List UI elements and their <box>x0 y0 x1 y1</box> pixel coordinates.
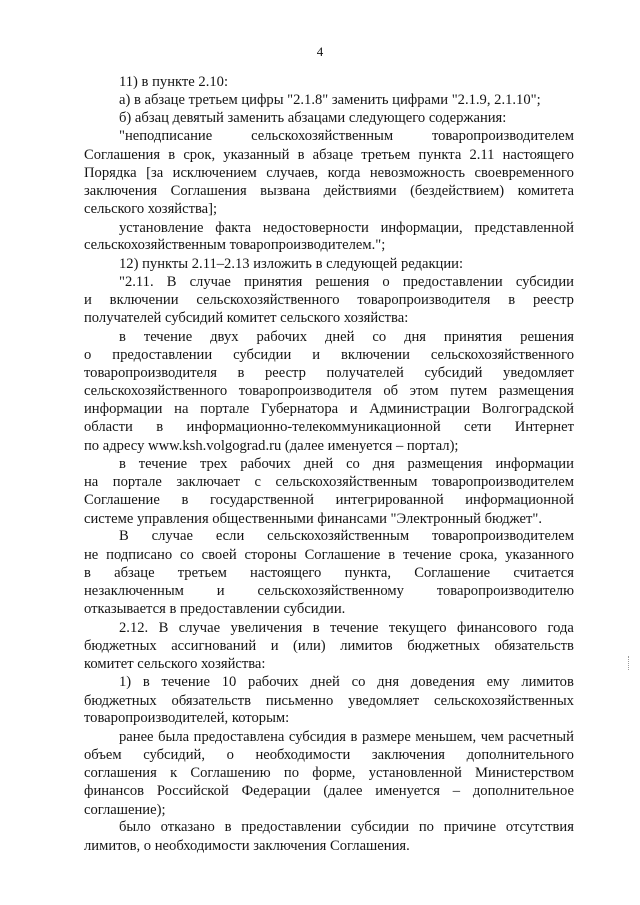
text-line: объем субсидий, о необходимости заключения дополнительного <box>84 746 574 763</box>
text-line: а) в абзаце третьем цифры "2.1.8" заменить цифрами "2.1.9, 2.1.10"; <box>119 91 541 108</box>
text-line: бюджетных ассигнований и (или) лимитов бюджетных обязательств <box>84 637 574 654</box>
text-line: отказывается в предоставлении субсидии. <box>84 601 346 618</box>
text-line: сельского хозяйства]; <box>84 200 218 217</box>
text-line: товаропроизводителя в реестр получателей субсидий уведомляет <box>84 365 574 381</box>
text-line: Порядка [за исключением случаев, когда невозможность своевременного <box>84 164 574 181</box>
text-line: сельскохозяйственным товаропроизводителем."; <box>84 237 386 254</box>
text-line: Соглашение в государственной интегрированной информационной <box>84 492 574 508</box>
text-line: в течение трех рабочих дней со дня размещения информации <box>119 455 574 472</box>
text-line: "2.11. В случае принятия решения о предоставлении субсидии <box>119 273 574 290</box>
text-line: заключения Соглашения вызвана действиями (бездействием) комитета <box>84 183 574 200</box>
text-line: бюджетных обязательств письменно уведомляет сельскохозяйственных <box>84 692 574 709</box>
text-line: соглашения к Соглашению по форме, установленной Министерством <box>84 765 574 782</box>
text-line: не подписано со своей стороны Соглашение в течение срока, указанного <box>84 547 574 563</box>
page-number: 4 <box>316 44 324 59</box>
text-line: информации на портале Губернатора и Администрации Волгоградской <box>84 401 574 418</box>
text-line: товаропроизводителей, которым: <box>84 710 290 727</box>
text-line: области в информационно-телекоммуникационной сети Интернет <box>84 419 574 436</box>
text-line: в течение двух рабочих дней со дня принятия решения <box>119 328 574 345</box>
text-line: комитет сельского хозяйства: <box>84 656 266 673</box>
text-line: и включении сельскохозяйственного товаропроизводителя в реестр <box>84 292 574 309</box>
text-line: незаключенным и сельскохозяйственному товаропроизводителю <box>84 583 574 600</box>
text-line: сельскохозяйственного товаропроизводителя об этом путем размещения <box>84 382 574 399</box>
scan-edge-mark <box>628 656 631 670</box>
text-line: получателей субсидий комитет сельского хозяйства: <box>84 310 409 327</box>
text-line: соглашение); <box>84 801 166 818</box>
text-line: в абзаце третьем настоящего пункта, Соглашение считается <box>84 564 574 581</box>
text-line: 12) пункты 2.11–2.13 изложить в следующей редакции: <box>119 255 464 272</box>
text-line: системе управления общественными финансами "Электронный бюджет". <box>84 510 542 527</box>
text-line: 1) в течение 10 рабочих дней со дня доведения ему лимитов <box>119 673 574 690</box>
text-line: Соглашения в срок, указанный в абзаце третьем пункта 2.11 настоящего <box>84 146 574 163</box>
text-line: финансов Российской Федерации (далее именуется – дополнительное <box>84 783 574 799</box>
text-line: лимитов, о необходимости заключения Соглашения. <box>84 838 410 854</box>
text-line: б) абзац девятый заменить абзацами следующего содержания: <box>119 110 507 127</box>
text-line: ранее была предоставлена субсидия в размере меньшем, чем расчетный <box>119 728 574 745</box>
text-line: 11) в пункте 2.10: <box>119 74 229 90</box>
text-line: по адресу www.ksh.volgograd.ru (далее именуется – портал); <box>84 437 459 454</box>
text-line: 2.12. В случае увеличения в течение текущего финансового года <box>119 619 574 636</box>
text-line: установление факта недостоверности информации, представленной <box>119 219 574 236</box>
text-line: было отказано в предоставлении субсидии по причине отсутствия <box>119 819 574 836</box>
text-line: "неподписание сельскохозяйственным товаропроизводителем <box>119 128 574 145</box>
text-line: В случае если сельскохозяйственным товаропроизводителем <box>119 528 574 545</box>
text-line: о предоставлении субсидии и включении сельскохозяйственного <box>84 346 574 363</box>
text-line: на портале заключает с сельскохозяйственным товаропроизводителем <box>84 474 574 491</box>
